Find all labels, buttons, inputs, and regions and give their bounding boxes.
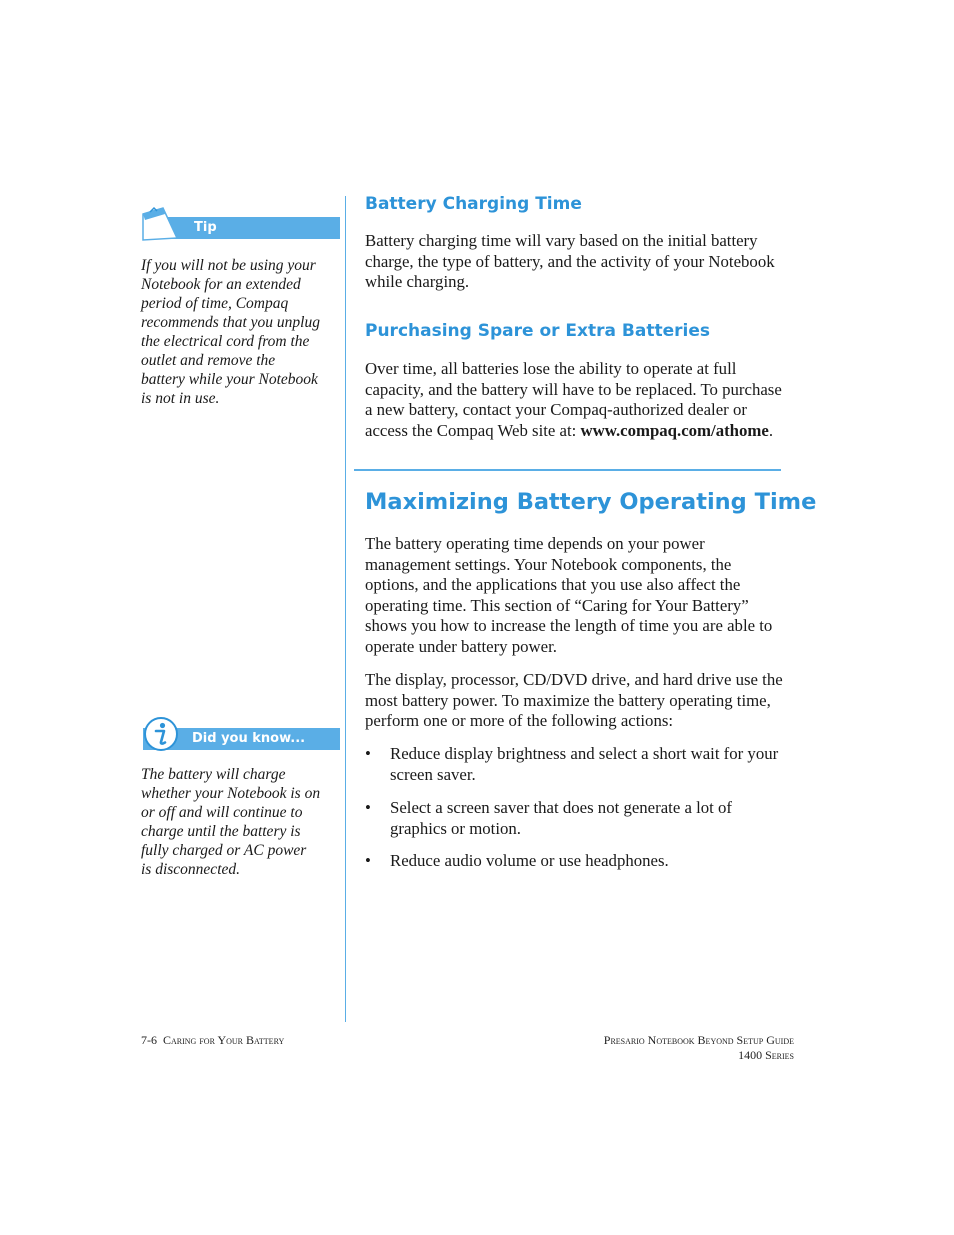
text-line: The display, processor, CD/DVD drive, and hard drive use the <box>365 670 783 689</box>
text-line: whether your Notebook is on <box>141 785 321 802</box>
text-line: operating time. This section of “Caring for Your Battery” <box>365 595 749 615</box>
note-pad-icon <box>141 206 181 242</box>
text-line: outlet and remove the <box>141 352 276 369</box>
paragraph-operating-time-1 <box>365 534 805 658</box>
chapter-title: Caring for Your Battery <box>163 1033 285 1047</box>
tip-label: Tip <box>194 220 217 235</box>
text-line: a new battery, contact your Compaq-authorized dealer or <box>365 400 747 420</box>
heading-purchasing-batteries: Purchasing Spare or Extra Batteries <box>365 321 710 341</box>
bullet-marker: • <box>365 851 371 870</box>
text-line: If you will not be using your <box>141 257 316 274</box>
text-line: The battery will charge <box>141 766 286 783</box>
paragraph-purchasing <box>365 359 805 441</box>
info-icon <box>143 716 179 752</box>
paragraph-charging-time <box>365 231 805 293</box>
text-line: Battery charging time will vary based on the initial battery <box>365 231 758 250</box>
bullet-marker: • <box>365 798 371 817</box>
text-line: charge, the type of battery, and the activity of your Notebook <box>365 251 775 271</box>
text-line: the electrical cord from the <box>141 333 310 350</box>
compaq-url-link[interactable]: www.compaq.com/athome <box>580 420 769 440</box>
text-line: operate under battery power. <box>365 636 557 656</box>
did-you-know-label: Did you know... <box>192 731 306 746</box>
text-line: charge until the battery is <box>141 823 301 840</box>
text-line: is disconnected. <box>141 861 241 878</box>
text-line: management settings. Your Notebook components, the <box>365 554 732 574</box>
list-item-text <box>390 851 669 872</box>
did-you-know-text <box>141 765 341 879</box>
tip-text <box>141 256 341 408</box>
section-divider <box>354 469 781 471</box>
guide-title: Presario Notebook Beyond Setup Guide <box>603 1033 794 1047</box>
text-line: battery while your Notebook <box>141 371 318 388</box>
text-line: perform one or more of the following actions: <box>365 711 674 731</box>
text-line: is not in use. <box>141 390 220 407</box>
text-line: Reduce display brightness and select a short wait for your <box>390 744 779 763</box>
text-line: Select a screen saver that does not generate a lot of <box>390 798 732 817</box>
list-item-text <box>390 744 778 785</box>
text-line: period of time, Compaq <box>141 295 289 312</box>
series-name: 1400 Series <box>738 1048 794 1062</box>
web-site-line: access the Compaq Web site at: www.compaq.com/athome. <box>365 420 774 440</box>
column-divider <box>345 196 346 1022</box>
page-number: 7-6 <box>141 1033 157 1047</box>
heading-maximizing-operating-time: Maximizing Battery Operating Time <box>365 489 817 515</box>
paragraph-operating-time-2 <box>365 670 805 732</box>
text-line: screen saver. <box>390 764 476 784</box>
text-line: or off and will continue to <box>141 804 303 821</box>
text-line: while charging. <box>365 272 470 292</box>
text-line: recommends that you unplug <box>141 314 320 331</box>
text-line: graphics or motion. <box>390 818 521 838</box>
bullet-marker: • <box>365 744 371 763</box>
footer-left <box>141 1033 284 1048</box>
text-line: Over time, all batteries lose the ability to operate at full <box>365 359 737 378</box>
text-line: Notebook for an extended <box>141 276 301 293</box>
list-item-text <box>390 798 732 839</box>
text-line: fully charged or AC power <box>141 842 307 859</box>
text-line: options, and the applications that you use also affect the <box>365 575 741 595</box>
heading-battery-charging-time: Battery Charging Time <box>365 194 582 214</box>
text-line: shows you how to increase the length of time you are able to <box>365 616 773 636</box>
text-line: The battery operating time depends on your power <box>365 534 705 553</box>
text-line: Reduce audio volume or use headphones. <box>390 851 669 870</box>
text-line: capacity, and the battery will have to be replaced. To purchase <box>365 379 782 399</box>
text-line: most battery power. To maximize the battery operating time, <box>365 690 771 710</box>
